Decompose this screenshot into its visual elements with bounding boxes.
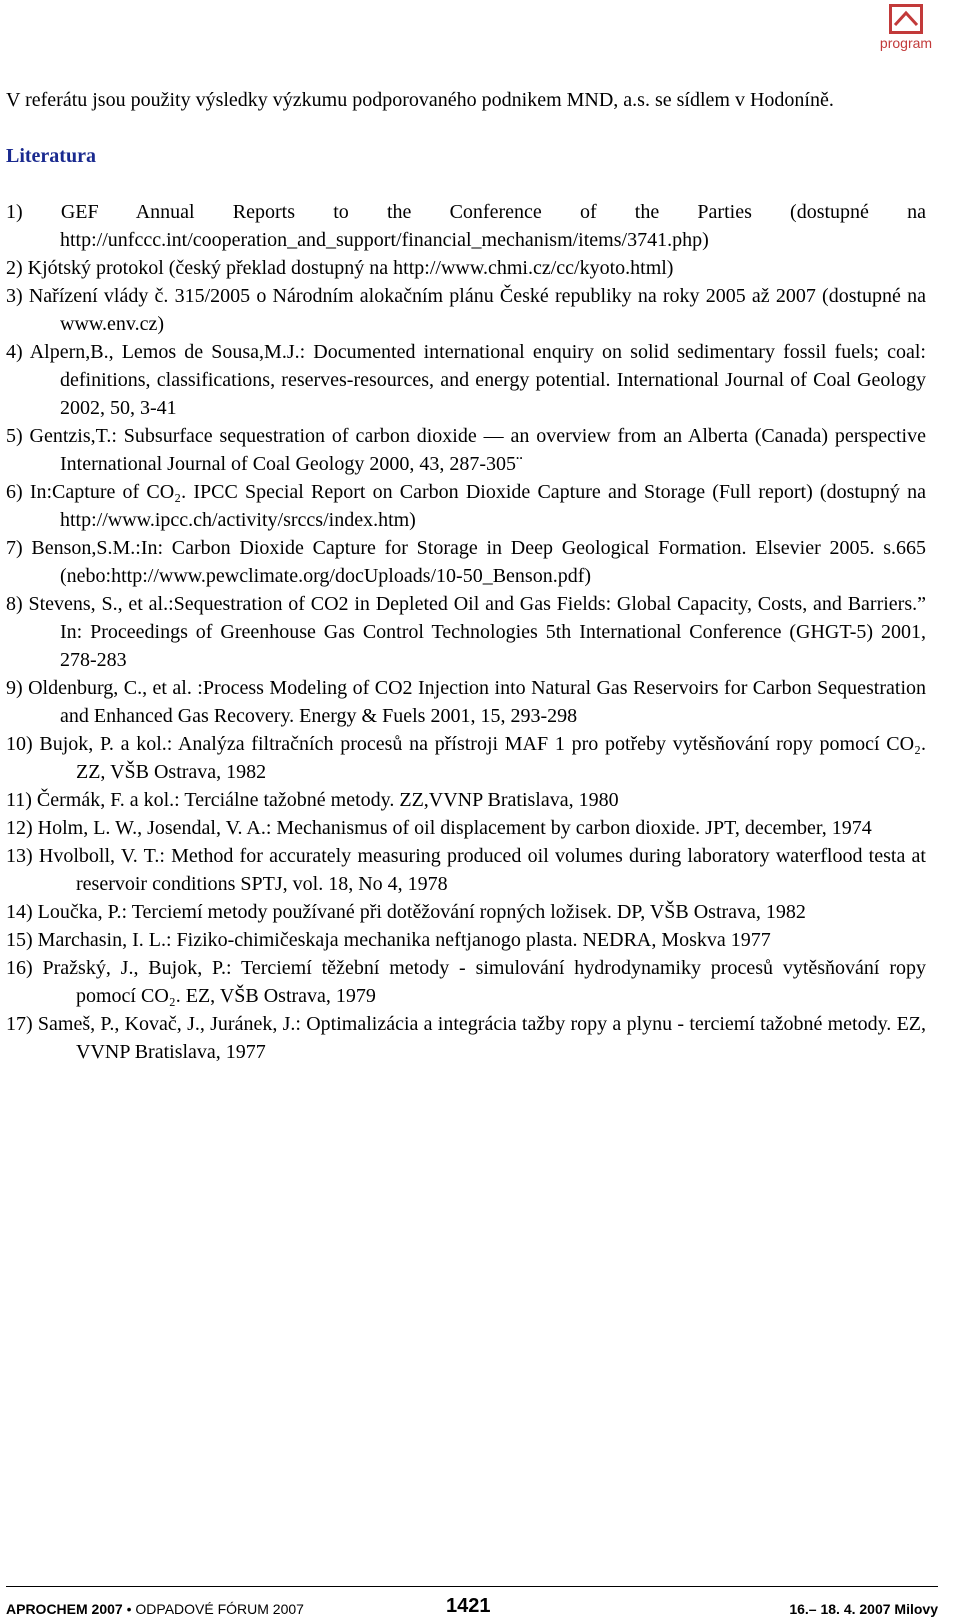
reference-list	[6, 198, 926, 1066]
reference-item: 13) Hvolboll, V. T.: Method for accurately measuring produced oil volumes during laboratory waterflood testa at reservoir conditions SPTJ, vol. 18, No 4, 1978	[6, 845, 926, 895]
reference-item: 16) Pražský, J., Bujok, P.: Terciemí těžební metody - simulování hydrodynamiky procesů vytěsňování ropy pomocí CO₂. EZ, VŠB Ostrava, 1979	[6, 957, 926, 1007]
reference-item: 1) GEF Annual Reports to the Conference of the Parties (dostupné na http://unfccc.int/cooperation_and_support/financial_mechanism/items/3741.php)	[6, 201, 926, 251]
reference-item: 9) Oldenburg, C., et al. :Process Modeling of CO2 Injection into Natural Gas Reservoirs for Carbon Sequestration and Enhanced Gas Recovery. Energy & Fuels 2001, 15, 293-298	[6, 677, 926, 727]
program-logo-icon	[889, 4, 923, 34]
reference-item: 10) Bujok, P. a kol.: Analýza filtračních procesů na přístroji MAF 1 pro potřeby vytěsňování ropy pomocí CO₂. ZZ, VŠB Ostrava, 1982	[6, 733, 926, 783]
reference-item: 4) Alpern,B., Lemos de Sousa,M.J.: Documented international enquiry on solid sedimentary fossil fuels; coal: definitions, classifications, reserves-resources, and energy potential. International Journal of Coal Geology 2002, 50, 3-41	[6, 341, 926, 419]
reference-item: 17) Sameš, P., Kovač, J., Juránek, J.: Optimalizácia a integrácia tažby ropy a plynu - terciemí tažobné metody. EZ, VVNP Bratislava, 1977	[6, 1013, 926, 1063]
intro-paragraph: V referátu jsou použity výsledky výzkumu podporovaného podnikem MND, a.s. se sídlem v Hodoníně.	[6, 89, 834, 111]
reference-item: 11) Čermák, F. a kol.: Terciálne tažobné metody. ZZ,VVNP Bratislava, 1980	[6, 789, 619, 811]
footer-left	[6, 1601, 304, 1617]
footer-conference: APROCHEM 2007	[6, 1601, 123, 1617]
reference-item: 3) Nařízení vlády č. 315/2005 o Národním alokačním plánu České republiky na roky 2005 až 2007 (dostupné na www.env.cz)	[6, 285, 926, 335]
document-body	[6, 86, 926, 1066]
reference-item: 2) Kjótský protokol (český překlad dostupný na http://www.chmi.cz/cc/kyoto.html)	[6, 257, 674, 279]
reference-item: 15) Marchasin, I. L.: Fiziko-chimičeskaja mechanika neftjanogo plasta. NEDRA, Moskva 1977	[6, 929, 771, 951]
reference-item: 6) In:Capture of CO₂. IPCC Special Report on Carbon Dioxide Capture and Storage (Full report) (dostupný na http://www.ipcc.ch/activity/srccs/index.htm)	[6, 481, 926, 531]
footer-dates: 16.– 18. 4. 2007 Milovy	[789, 1601, 938, 1617]
reference-item: 8) Stevens, S., et al.:Sequestration of CO2 in Depleted Oil and Gas Fields: Global Capacity, Costs, and Barriers.” In: Proceedings of Greenhouse Gas Control Technologies 5th International Conference (GHGT-5) 2001, 278-283	[6, 593, 926, 671]
footer-forum: ODPADOVÉ FÓRUM 2007	[135, 1601, 304, 1617]
reference-item: 5) Gentzis,T.: Subsurface sequestration of carbon dioxide — an overview from an Alberta (Canada) perspective International Journal of Coal Geology 2000, 43, 287-305¨	[6, 425, 926, 475]
reference-item: 14) Loučka, P.: Terciemí metody používané při dotěžování ropných ložisek. DP, VŠB Ostrava, 1982	[6, 901, 806, 923]
reference-item: 7) Benson,S.M.:In: Carbon Dioxide Capture for Storage in Deep Geological Formation. Elsevier 2005. s.665 (nebo:http://www.pewclimate.org/docUploads/10-50_Benson.pdf)	[6, 537, 926, 587]
program-logo	[874, 4, 938, 51]
page-number: 1421	[446, 1595, 491, 1617]
page-footer	[6, 1586, 938, 1621]
footer-separator: •	[126, 1601, 132, 1617]
reference-item: 12) Holm, L. W., Josendal, V. A.: Mechanismus of oil displacement by carbon dioxide. JPT, december, 1974	[6, 817, 872, 839]
logo-label: program	[879, 35, 933, 51]
section-heading: Literatura	[6, 145, 96, 167]
